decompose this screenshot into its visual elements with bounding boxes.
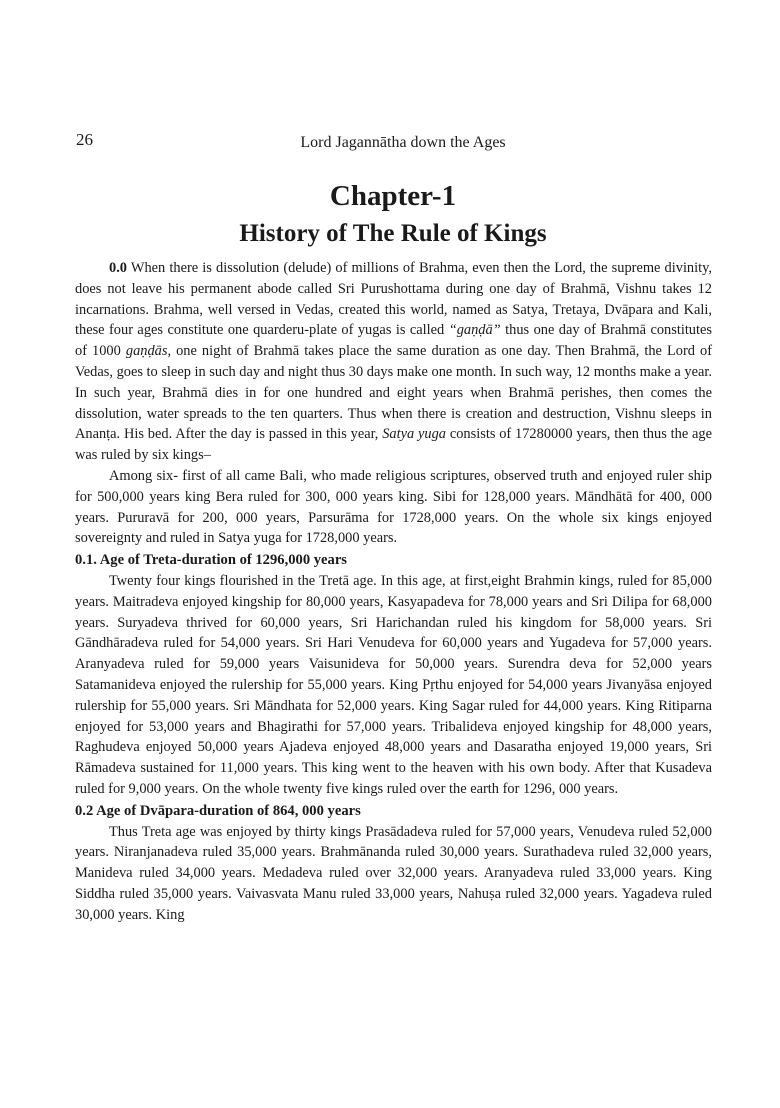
paragraph-text: thus one day of Brahmā constitutes of 1000 xyxy=(75,322,712,360)
paragraph-text: consists of 17280000 years, then thus the age was ruled by six kings– xyxy=(75,426,712,464)
term-satya-yuga: Satya yuga xyxy=(382,426,447,443)
page-number: 26 xyxy=(76,130,93,149)
paragraph-text: When there is dissolution (delude) of millions of Brahma, even then the Lord, the supreme divinity, does not leave his permanent abode called Sri Purushottama during one day of Brahmā, Vishnu takes 12 incarnations. Brahma, well versed in Vedas, created this world, named as Satya, Tretaya, Dvāpara and Kali, these four ages constitute one quarderu-plate of yugas is called xyxy=(75,260,712,339)
term-gandas: gaṇḍās xyxy=(125,343,168,360)
running-header xyxy=(76,130,710,156)
paragraph-dvapara-kings: Thus Treta age was enjoyed by thirty kings Prasādadeva ruled for 57,000 years, Venudeva ruled 52,000 years. Niranjanadeva ruled 35,000 years. Brahmānanda ruled 30,000 years. Surathadeva ruled 32,000 years, Manideva ruled 34,000 years. Medadeva ruled over 32,000 years. Aranyadeva ruled 33,000 years. King Siddha ruled 35,000 years. Vaivasvata Manu ruled 33,000 years, Nahuṣa ruled 32,000 years. Yagadeva ruled 30,000 years. King xyxy=(75,823,712,923)
paragraph-0-0 xyxy=(75,258,712,466)
term-ganda: “gaṇḍā” xyxy=(448,322,501,339)
section-heading-treta: 0.1. Age of Treta-duration of 1296,000 years xyxy=(75,552,347,569)
paragraph-treta-kings: Twenty four kings flourished in the Tretā age. In this age, at first,eight Brahmin kings, ruled for 85,000 years. Maitradeva enjoyed kingship for 80,000 years, Kasyapadeva for 78,000 years and Sri Dilipa for 68,000 years. Suryadeva thrived for 60,000 years, Sri Harichandan ruled his kingdom for 58,000 years. Sri Gāndhāradeva ruled for 54,000 years. Sri Hari Venudeva for 60,000 years and Yugadeva for 57,000 years. Aranyadeva ruled for 59,000 years Vaisunideva for 50,000 years. Surendra deva for 52,000 years Satamanideva enjoyed the rulership for 55,000 years. King Pṛthu enjoyed for 54,000 years Jivanyāsa enjoyed rulership for 55,000 years. Sri Māndhata for 52,000 years. King Sagar ruled for 44,000 years. King Ritiparna enjoyed for 53,000 years and Bhagirathi for 57,000 years. Tribalideva enjoyed kingship for 48,000 years, Raghudeva enjoyed 50,000 years Ajadeva enjoyed 48,000 years and Dasaratha enjoyed 19,000 years, Sri Rāmadeva sustained for 11,000 years. This king went to the heaven with his own body. After that Kusadeva ruled for 9,000 years. On the whole twenty five kings ruled over the earth for 1296, 000 years. xyxy=(75,572,712,797)
running-title: Lord Jagannātha down the Ages xyxy=(300,134,506,151)
chapter-number: Chapter-1 xyxy=(329,180,457,212)
section-number: 0.0 xyxy=(109,260,127,276)
section-heading-dvapara: 0.2 Age of Dvāpara-duration of 864, 000 years xyxy=(75,802,361,819)
body-text xyxy=(75,258,712,926)
paragraph-six-kings: Among six- first of all came Bali, who made religious scriptures, observed truth and enjoyed ruler ship for 500,000 years king Bera ruled for 300, 000 years king. Sibi for 128,000 years. Māndhātā for 400, 000 years. Pururavā for 200, 000 years, Parsurāma for 1728,000 years. On the whole six kings enjoyed sovereignty and ruled in Satya yuga for 1728,000 years. xyxy=(75,467,712,547)
chapter-heading xyxy=(76,177,710,253)
chapter-title: History of The Rule of Kings xyxy=(239,220,547,247)
paragraph-text: , one night of Brahmā takes place the same duration as one day. Then Brahmā, the Lord of Vedas, goes to sleep in such day and night thus 30 days make one month. In such way, 12 months make a year. In such year, Brahmā dies in for one hundred and eight years when Brahmā perishes, then comes the dissolution, water spreads to the ten quarters. Thus when there is creation and destruction, Vishnu sleeps in Ananṭa. His bed. After the day is passed in this year, xyxy=(75,343,712,443)
